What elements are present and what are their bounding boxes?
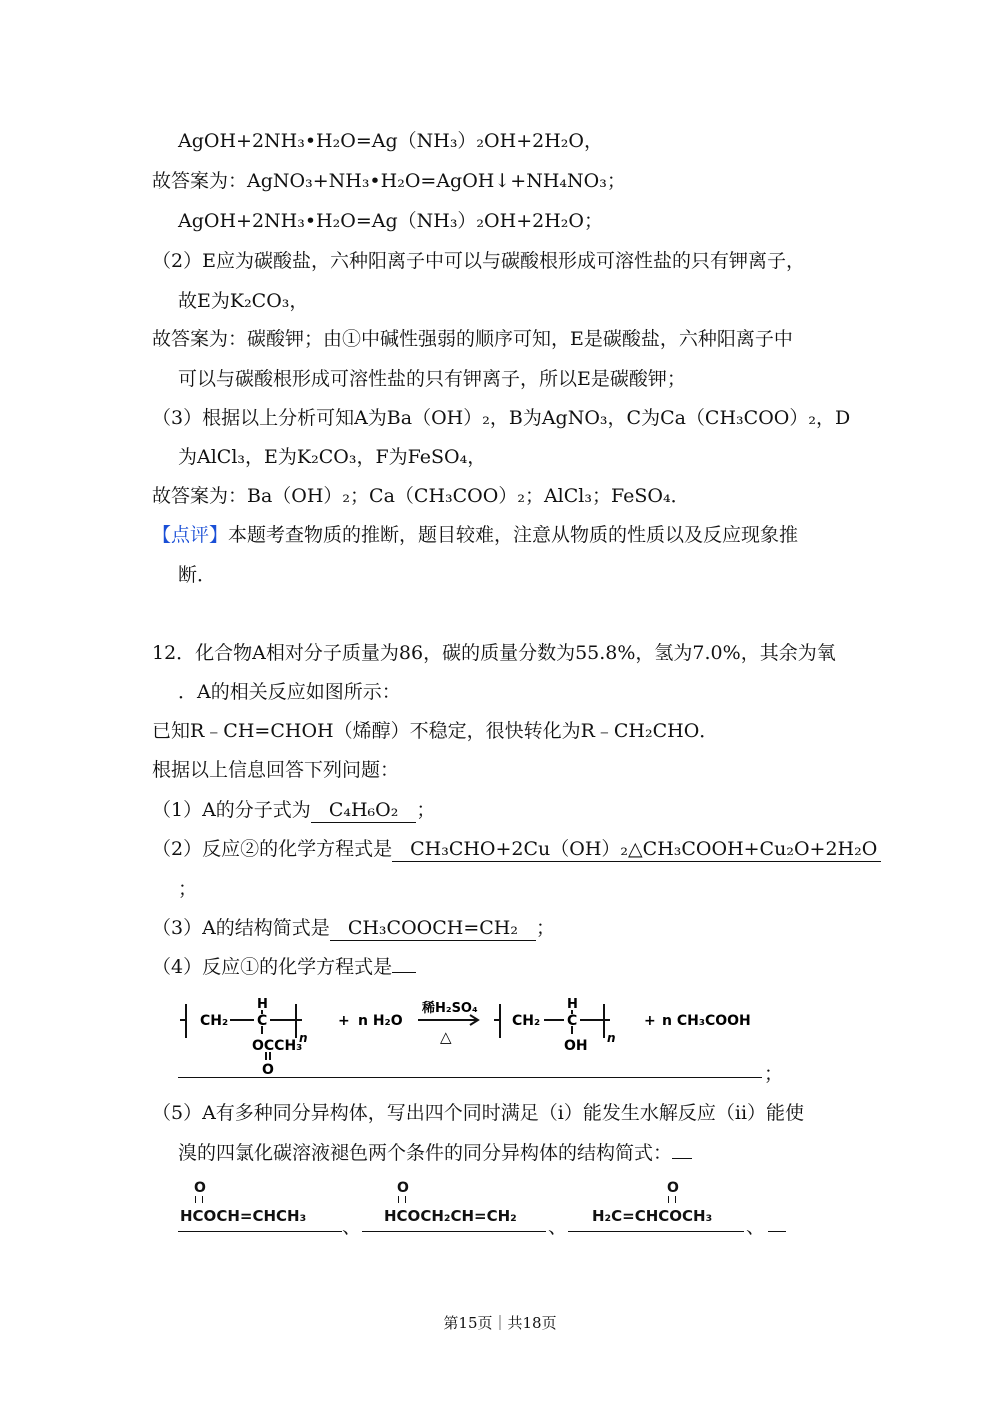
part-2-end: ； [178,878,198,900]
question-text: 12．化合物A相对分子质量为86，碳的质量分数为55.8%，氢为7.0%，其余为氧 [152,642,836,664]
text-line: AgOH+2NH₃•H₂O=Ag（NH₃）₂OH+2H₂O； [178,210,603,232]
reaction-scheme [178,994,778,1080]
part-1-end: ； [416,799,436,821]
double-bond-mark [668,1196,676,1203]
c-label: C [257,1013,268,1029]
water-reagent: n H₂O [358,1013,403,1029]
hydroxyl-group: OH [564,1038,588,1054]
n-subscript: n [299,1031,308,1045]
part-2-answer: CH₃CHO+2Cu（OH）₂△CH₃COOH+Cu₂O+2H₂O [392,837,881,862]
double-bond-mark [398,1196,406,1203]
h-label: H [257,997,268,1012]
ch2-label: CH₂ [512,1013,541,1029]
part-3-prompt: （3）A的结构简式是 [152,917,330,939]
question-text: 已知R﹣CH=CHOH（烯醇）不稳定，很快转化为R﹣CH₂CHO． [152,720,719,742]
text-line: （2）E应为碳酸盐，六种阳离子中可以与碳酸根形成可溶性盐的只有钾离子， [152,250,805,272]
part-5: （5）A有多种同分异构体，写出四个同时满足（i）能发生水解反应（ii）能使 [152,1102,805,1124]
part-5-prompt: 溴的四氯化碳溶液褪色两个条件的同分异构体的结构简式： [178,1142,673,1164]
heat-label: △ [440,1028,452,1046]
part-3-answer: CH₃COOCH=CH₂ [330,916,536,941]
comment-line [152,522,798,548]
comment-text: 本题考查物质的推断，题目较难，注意从物质的性质以及反应现象推 [228,524,799,546]
text-line: AgOH+2NH₃•H₂O=Ag（NH₃）₂OH+2H₂O， [178,130,603,152]
carbonyl-o: O [667,1180,679,1196]
answer-underline [178,1077,762,1078]
text-line: 故答案为：AgNO₃+NH₃•H₂O=AgOH↓+NH₄NO₃； [152,170,626,192]
carbonyl-o: O [194,1180,206,1196]
part-4 [152,954,416,980]
part-3-end: ； [535,917,555,939]
ester-group: OCCH₃ [252,1038,303,1054]
page-footer: 第15页｜共18页 [443,1314,557,1332]
question-text: ．A的相关反应如图所示： [178,681,401,703]
isomer-formula: HCOCH=CHCH₃ [180,1207,307,1225]
part-5-blank [672,1158,692,1159]
plus-sign: + [338,1013,350,1029]
text-line: 可以与碳酸根形成可溶性盐的只有钾离子，所以E是碳酸钾； [178,368,686,390]
c-label: C [567,1013,578,1029]
answer-underline [362,1231,546,1232]
question-text: 根据以上信息回答下列问题： [152,759,400,781]
text-line: （3）根据以上分析可知A为Ba（OH）₂，B为AgNO₃，C为Ca（CH₃COO）₂，D [152,407,851,429]
separator: 、 [342,1216,362,1238]
text-line: 断． [178,564,217,586]
part-2 [152,836,881,862]
text-line: 故答案为：Ba（OH）₂；Ca（CH₃COO）₂；AlCl₃；FeSO₄． [152,485,690,507]
plus-sign: + [644,1013,656,1029]
isomer-formula: H₂C=CHCOCH₃ [592,1207,713,1225]
answer-underline [568,1231,744,1232]
carbonyl-o: O [262,1062,274,1078]
part-5-cont [178,1140,692,1166]
separator: 、 [746,1216,766,1238]
isomer-formula: HCOCH₂CH=CH₂ [384,1207,517,1225]
answer-underline [178,1231,342,1232]
acetic-acid: n CH₃COOH [662,1013,751,1029]
text-line: 为AlCl₃，E为K₂CO₃，F为FeSO₄， [178,446,487,468]
part-2-prompt: （2）反应②的化学方程式是 [152,838,393,860]
h-label: H [567,997,578,1012]
separator: 、 [548,1216,568,1238]
double-bond-mark [195,1196,203,1203]
answer-underline [768,1231,786,1232]
part-1-answer: C₄H₆O₂ [311,798,417,823]
carbonyl-o: O [397,1180,409,1196]
text-line: 故答案为：碳酸钾；由①中碱性强弱的顺序可知，E是碳酸盐，六种阳离子中 [152,328,793,350]
text-line: 故E为K₂CO₃， [178,290,309,312]
catalyst-label: 稀H₂SO₄ [422,1001,478,1016]
part-1-prompt: （1）A的分子式为 [152,799,311,821]
part-3 [152,915,555,941]
part-4-prompt: （4）反应①的化学方程式是 [152,956,393,978]
comment-tag: 【点评】 [152,524,229,546]
n-subscript: n [607,1031,616,1045]
part-4-blank [392,972,416,973]
part-1 [152,797,435,823]
ch2-label: CH₂ [200,1013,229,1029]
part-4-end: ； [764,1063,784,1085]
